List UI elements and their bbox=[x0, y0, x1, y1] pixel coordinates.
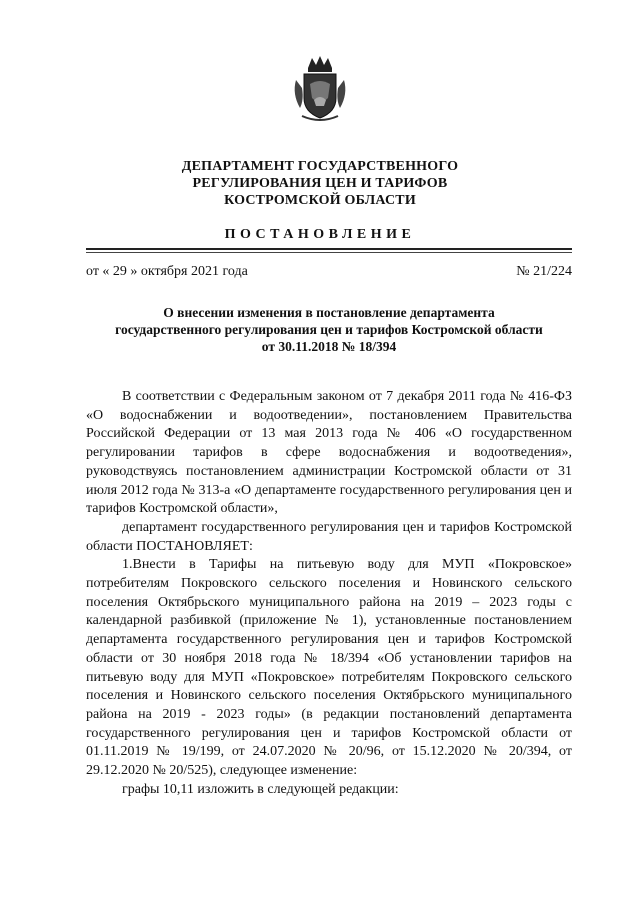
header-divider-thin bbox=[86, 252, 572, 253]
subject-line: государственного регулирования цен и тарифов Костромской области bbox=[115, 322, 543, 337]
document-subject bbox=[86, 304, 572, 355]
subject-line: от 30.11.2018 № 18/394 bbox=[261, 339, 397, 354]
body-paragraph: департамент государственного регулирования цен и тарифов Костромской области ПОСТАНОВЛЯЕТ: bbox=[86, 519, 572, 554]
department-name-line: РЕГУЛИРОВАНИЯ ЦЕН И ТАРИФОВ bbox=[192, 176, 448, 191]
body-paragraph: 1.Внести в Тарифы на питьевую воду для МУП «Покровское» потребителям Покровского сельского поселения и Новинского сельского поселения Октябрьского муниципального района на 2019 – 2023 годы с календарной разбивкой (приложение № 1), установленные постановлением департамента государственного регулирования цен и тарифов Костромской области от 30 ноября 2018 года № 18/394 «Об установлении тарифов на питьевую воду для МУП «Покровское» потребителям Покровского сельского поселения и Новинского сельского поселения Октябрьского муниципального района на 2019 - 2023 годы» (в редакции постановлений департамента государственного регулирования цен и тарифов Костромской области от 01.11.2019 № 19/199, от 24.07.2020 № 20/96, от 15.12.2020 № 20/394, от 29.12.2020 № 20/525), следующее изменение: bbox=[86, 557, 572, 779]
department-name-line: КОСТРОМСКОЙ ОБЛАСТИ bbox=[224, 193, 416, 208]
document-date: от « 29 » октября 2021 года bbox=[86, 264, 248, 279]
document-meta bbox=[86, 264, 572, 282]
document-number: № 21/224 bbox=[516, 264, 572, 279]
document-body bbox=[86, 388, 572, 799]
subject-line: О внесении изменения в постановление департамента bbox=[163, 305, 495, 320]
department-name-line: ДЕПАРТАМЕНТ ГОСУДАРСТВЕННОГО bbox=[181, 159, 459, 174]
body-paragraph: графы 10,11 изложить в следующей редакции: bbox=[122, 781, 399, 797]
document-type-title: ПОСТАНОВЛЕНИЕ bbox=[224, 227, 416, 242]
department-name bbox=[0, 158, 640, 209]
header-divider bbox=[86, 248, 572, 250]
coat-of-arms-icon bbox=[290, 54, 350, 124]
body-paragraph: В соответствии с Федеральным законом от 7 декабря 2011 года № 416-ФЗ «О водоснабжении и водоотведении», постановлением Правительства Российской Федерации от 13 мая 2013 года № 406 «О государственном регулировании тарифов в сфере водоснабжения и водоотведения», руководствуясь постановлением администрации Костромской области от 31 июля 2012 года № 313-а «О департаменте государственного регулирования цен и тарифов Костромской области», bbox=[86, 389, 572, 517]
